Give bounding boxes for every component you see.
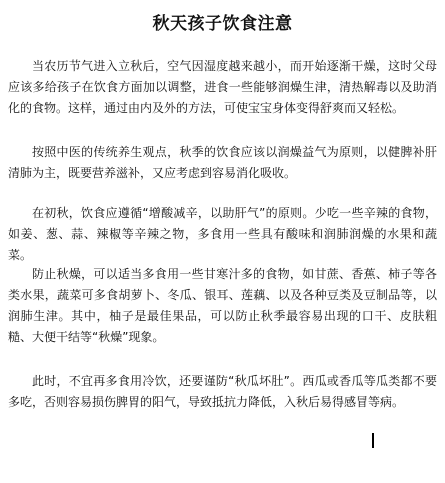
text-cursor: [372, 433, 374, 448]
paragraph-1: 当农历节气进入立秋后，空气因湿度越来越小，而开始逐渐干燥，这时父母应该多给孩子在饮食方面加以调整，进食一些能够润燥生津，清热解毒以及助消化的食物。这样，通过由内及外的方法，可使宝宝身体变得舒爽而又轻松。: [8, 59, 437, 115]
paragraph-5: 此时，不宜再多食用冷饮，还要谨防“秋瓜坏肚”。西瓜或香瓜等瓜类都不要多吃，否则容易损伤脾胃的阳气，导致抵抗力降低，入秋后易得感冒等病。: [8, 374, 437, 409]
paragraph-4: 防止秋燥，可以适当多食用一些甘寒汁多的食物，如甘蔗、香蕉、柿子等各类水果，蔬菜可多食胡萝卜、冬瓜、银耳、莲藕、以及各种豆类及豆制品等，以润肺生津。其中，柚子是最佳果品，可以防止秋季最容易出现的口干、皮肤粗糙、大便干结等“秋燥”现象。: [8, 267, 437, 344]
paragraph-3: 在初秋，饮食应遵循“增酸减辛，以助肝气”的原则。少吃一些辛辣的食物，如姜、葱、蒜、辣椒等辛辣之物，多食用一些具有酸味和润肺润燥的水果和蔬菜。: [8, 206, 437, 262]
document-title: 秋天孩子饮食注意: [152, 14, 293, 34]
paragraph-2: 按照中医的传统养生观点，秋季的饮食应该以润燥益气为原则，以健脾补肝清肺为主，既要营养滋补，又应考虑到容易消化吸收。: [8, 145, 437, 180]
